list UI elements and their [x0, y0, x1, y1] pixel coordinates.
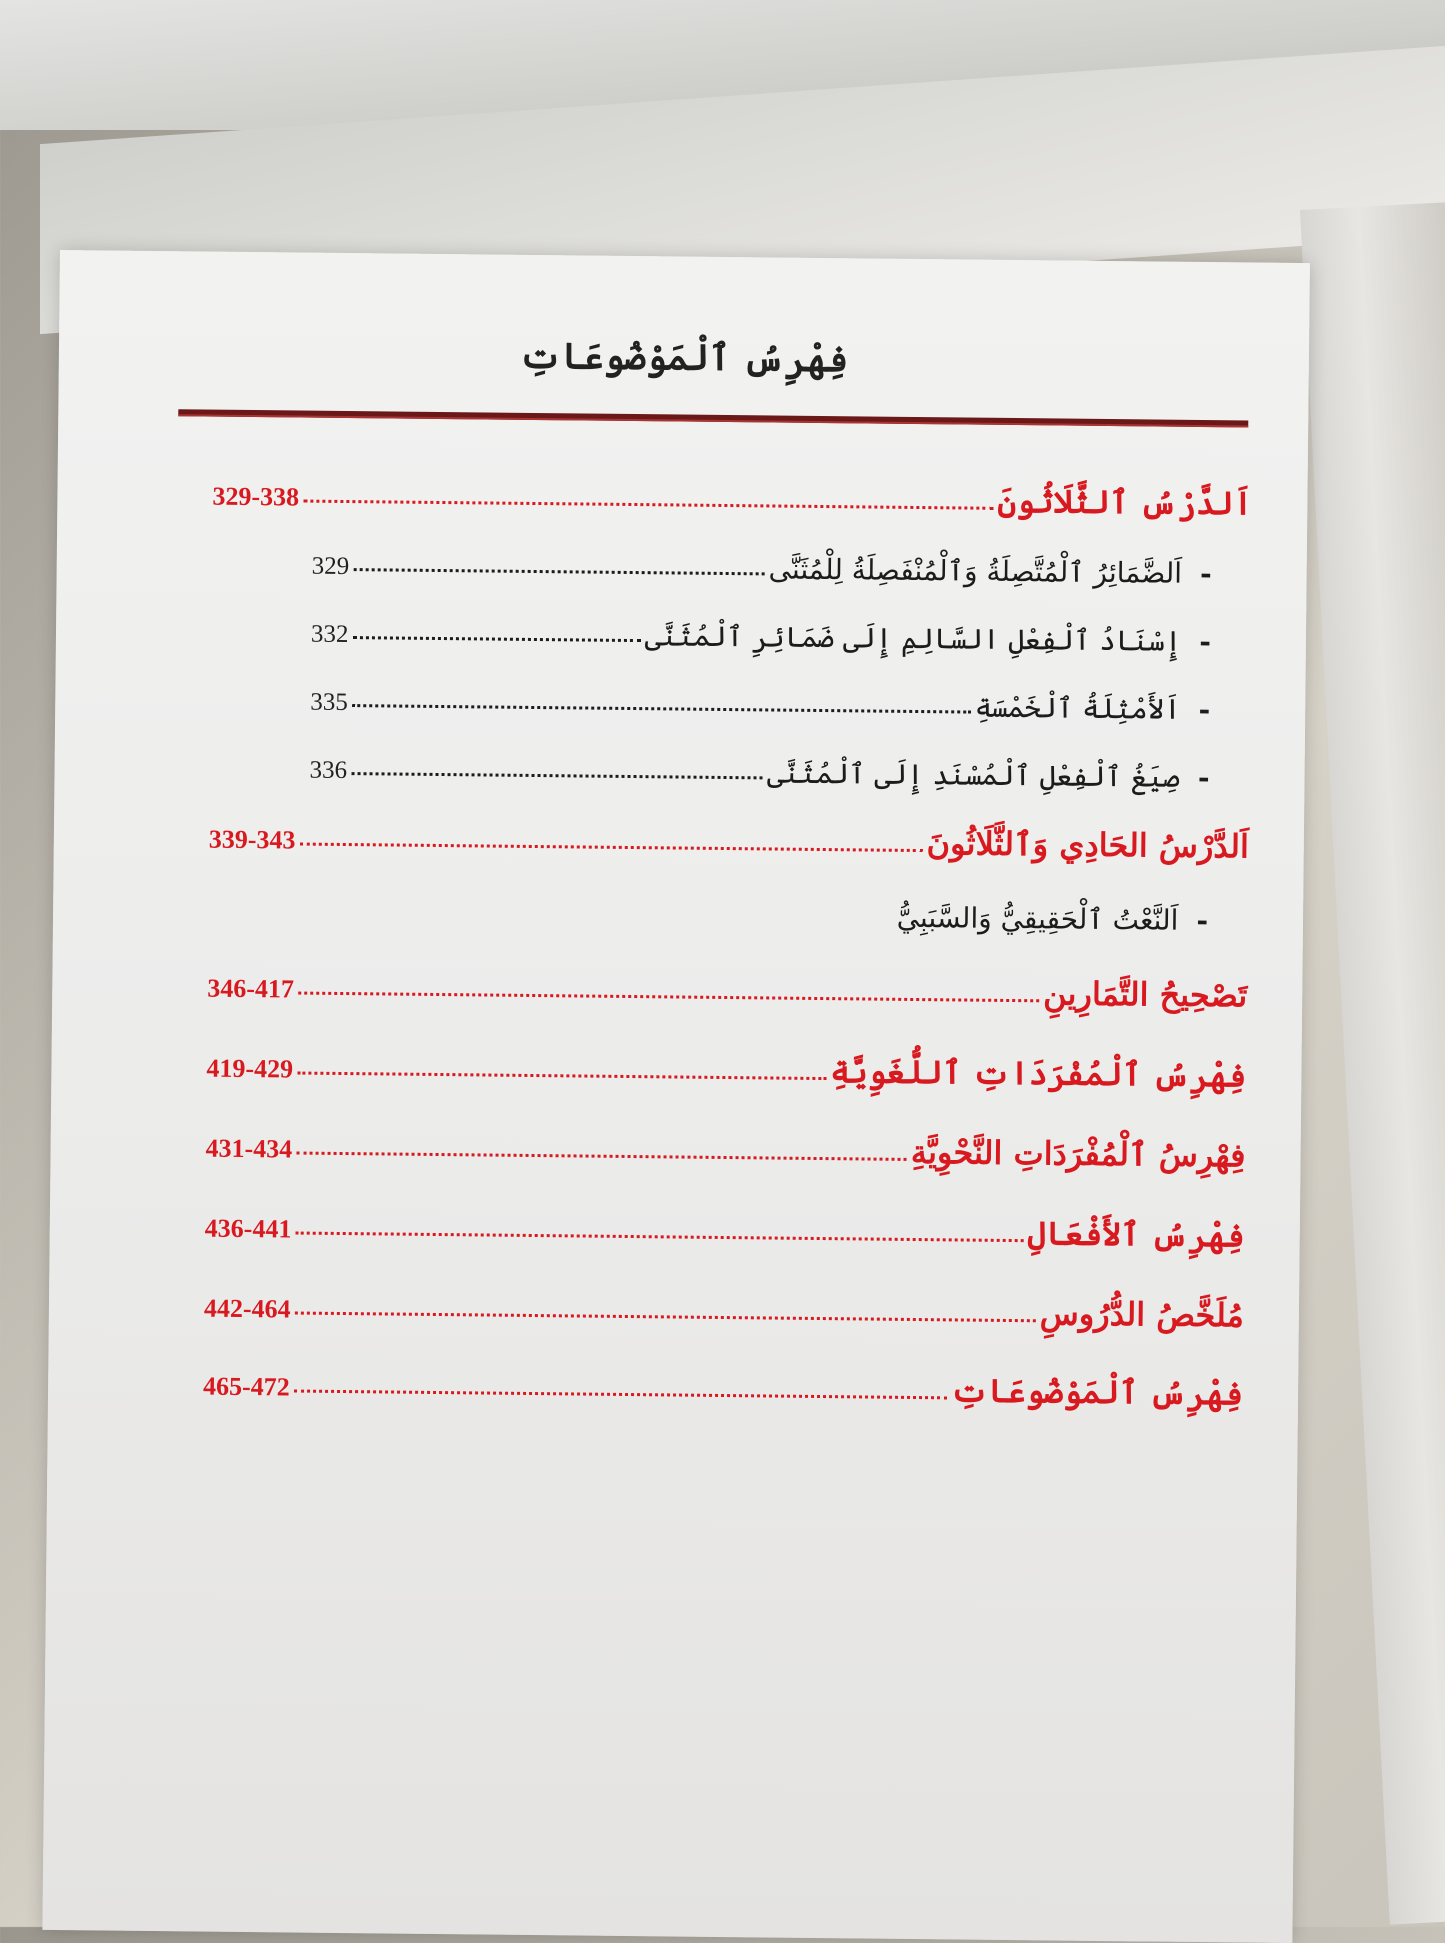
- dot-leader: [295, 1311, 1036, 1323]
- dot-leader: [294, 1389, 947, 1400]
- dot-leader: [303, 499, 993, 510]
- toc-entry-title: فِهْرِسُ ٱلْمُفْرَدَاتِ ٱللُّغَوِيَّةِ: [830, 1052, 1247, 1095]
- toc-subentry-title: إِسْنَادُ ٱلْفِعْلِ السَّالِمِ إِلَى ضَمَائِرِ ٱلْمُثَنَّى: [644, 619, 1182, 658]
- toc-entry: [206, 1034, 1246, 1095]
- toc-entry-pages: 329-338: [212, 481, 300, 512]
- dot-leader: [352, 703, 971, 713]
- title-rule: [178, 409, 1248, 427]
- toc-subentry-title: صِيَغُ ٱلْفِعْلِ ٱلْمُسْنَدِ إِلَى ٱلْمُثَنَّى: [766, 756, 1181, 794]
- toc-entry-title: اَلدَّرْسُ الحَادِي وَٱلثَّلَاثُونَ: [926, 824, 1250, 866]
- toc-entry-title: مُلَخَّصُ الدُّرُوسِ: [1039, 1294, 1245, 1335]
- bullet-dash: -: [1198, 692, 1211, 727]
- toc-entry-title: فِهْرِسُ ٱلْمَوْضُوعَاتِ: [950, 1371, 1244, 1413]
- toc-subentry: [309, 735, 1209, 794]
- bullet-dash: -: [1199, 624, 1212, 659]
- dot-leader: [352, 635, 640, 642]
- toc-entry: [209, 805, 1249, 866]
- toc-subentry-title: اَلضَّمَائِرُ ٱلْمُتَّصِلَةُ وَٱلْمُنْفَصِلَةُ لِلْمُثَنَّى: [768, 552, 1183, 590]
- toc-entry: [212, 462, 1252, 523]
- toc-entry: [204, 1274, 1244, 1335]
- toc-entry-title: اَلدَّرْسُ ٱلثَّلَاثُونَ: [997, 481, 1253, 523]
- toc-subentry-title: اَلأَمْثِلَةُ ٱلْخَمْسَةِ: [974, 690, 1181, 726]
- toc-entry-pages: 431-434: [205, 1133, 293, 1164]
- page-content: [42, 250, 1310, 1943]
- toc-entry: [207, 954, 1247, 1015]
- dot-leader: [299, 842, 922, 853]
- toc-subentry: [311, 599, 1211, 658]
- toc-entry-pages: 465-472: [202, 1371, 290, 1402]
- toc-subentry: [310, 667, 1210, 726]
- toc-entry: [205, 1114, 1245, 1175]
- bullet-dash: -: [1197, 760, 1210, 795]
- toc-entry-pages: 442-464: [203, 1293, 291, 1324]
- toc-entry: [205, 1194, 1245, 1255]
- toc-entry-pages: 436-441: [204, 1213, 292, 1244]
- facing-page-edge: [1300, 202, 1445, 1924]
- dot-leader: [298, 991, 1039, 1003]
- bullet-dash: -: [1199, 556, 1212, 591]
- toc-subentry-page: 336: [309, 756, 348, 785]
- toc-subentry-page: 329: [311, 552, 350, 581]
- toc-subentry-title: اَلنَّعْتُ ٱلْحَقِيقِيُّ وَالسَّبَبِيُّ: [896, 900, 1179, 937]
- toc-entry-pages: 419-429: [206, 1053, 294, 1084]
- dot-leader: [295, 1231, 1023, 1243]
- page-title: فِهْرِسُ ٱلْمَوْضُوعَاتِ: [519, 334, 849, 381]
- toc-entry-title: فِهْرِسُ ٱلْمُفْرَدَاتِ النَّحْوِيَّةِ: [910, 1132, 1246, 1175]
- toc-entry-pages: 346-417: [207, 973, 295, 1004]
- toc-entry-title: فِهْرِسُ ٱلأَفْعَالِ: [1027, 1214, 1245, 1255]
- dot-leader: [297, 1071, 826, 1081]
- toc-subentry-page: 335: [310, 688, 348, 717]
- bullet-dash: -: [1196, 903, 1209, 938]
- toc-entry-title: تَصْحِيحُ التَّمَارِينِ: [1043, 974, 1248, 1015]
- toc-entry: [203, 1352, 1243, 1413]
- toc-entry-pages: 339-343: [208, 824, 296, 855]
- book-page: [42, 250, 1310, 1943]
- toc-subentry: [312, 531, 1212, 590]
- dot-leader: [296, 1151, 907, 1161]
- toc-subentry: [308, 878, 1208, 937]
- toc-subentry-page: 332: [310, 620, 349, 649]
- dot-leader: [351, 771, 763, 779]
- dot-leader: [353, 567, 764, 575]
